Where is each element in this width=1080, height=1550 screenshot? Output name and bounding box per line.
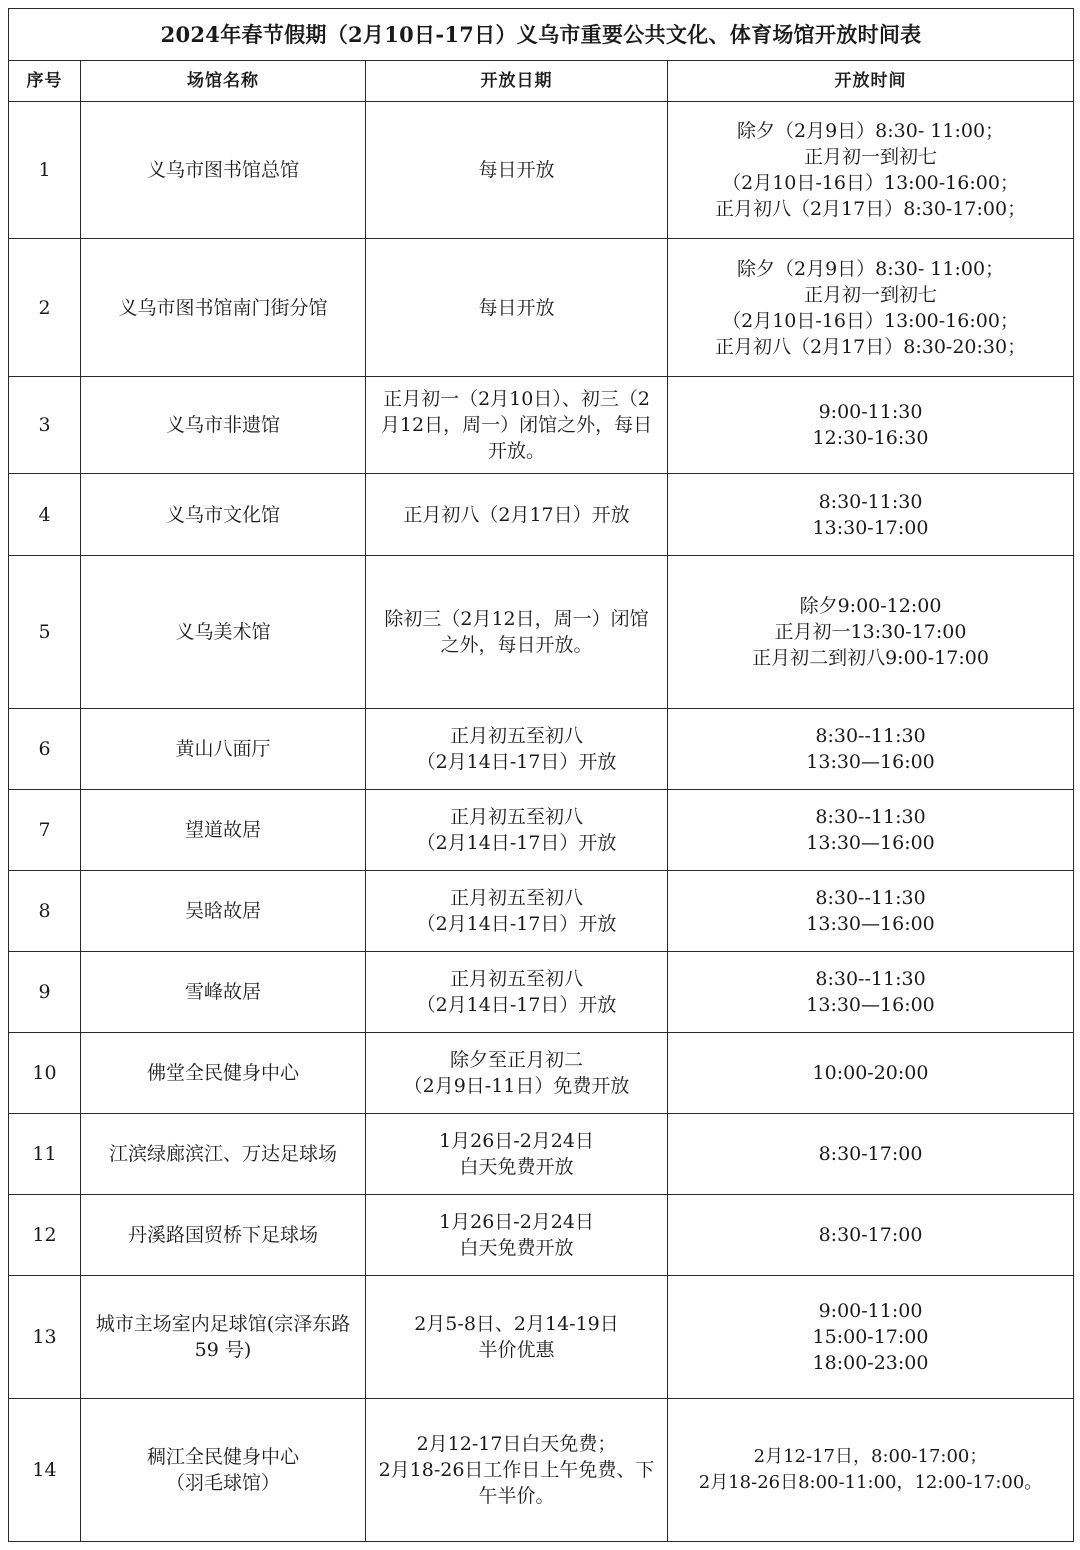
open-date <box>366 1033 668 1114</box>
venue-name <box>81 1399 366 1542</box>
table-row <box>9 1114 1074 1195</box>
open-time-line: 正月初二到初八9:00-17:00 <box>752 647 989 669</box>
venue-name <box>81 952 366 1033</box>
open-time-line: 正月初八（2月17日）8:30-17:00； <box>714 198 1027 220</box>
open-time <box>668 1276 1074 1399</box>
open-date <box>366 1195 668 1276</box>
open-date-line: 每日开放 <box>478 296 555 319</box>
table-row <box>9 709 1074 790</box>
open-date-line: （2月14日-17日）开放 <box>416 751 617 773</box>
open-date-line: 2月5-8日、2月14-19日 <box>414 1313 619 1335</box>
row-number: 2 <box>9 239 81 377</box>
venue-name-line: 59 号) <box>194 1339 252 1361</box>
venue-name-line: 吴晗故居 <box>184 900 261 922</box>
venue-name <box>81 102 366 239</box>
venue-name <box>81 556 366 709</box>
open-date-line: 1月26日-2月24日 <box>439 1130 594 1152</box>
open-date-line: 正月初五至初八 <box>449 887 583 909</box>
table-title: 2024年春节假期（2月10日-17日）义乌市重要公共文化、体育场馆开放时间表 <box>9 9 1074 61</box>
table-row <box>9 556 1074 709</box>
venue-name <box>81 1276 366 1399</box>
open-time-line: 除夕9:00-12:00 <box>799 595 942 617</box>
open-date-line: 每日开放 <box>478 159 555 181</box>
table-row <box>9 1276 1074 1399</box>
open-time-line: 正月初一到初七 <box>804 146 938 168</box>
venue-name-line: （羽毛球馆） <box>165 1472 280 1494</box>
open-time-line: 8:30--11:30 <box>815 806 926 828</box>
open-date-line: （2月14日-17日）开放 <box>416 913 617 935</box>
row-number: 4 <box>9 474 81 556</box>
venue-name-line: 丹溪路国贸桥下足球场 <box>127 1224 318 1246</box>
venue-schedule-table <box>8 8 1074 1542</box>
open-time-line: 13:30—16:00 <box>806 751 935 773</box>
open-date <box>366 709 668 790</box>
venue-name <box>81 871 366 952</box>
open-time-line: 12:30-16:30 <box>812 427 929 449</box>
open-date-line: 除初三（2月12日，周一）闭馆 <box>384 608 649 630</box>
open-time-line: 10:00-20:00 <box>812 1062 929 1084</box>
open-time-line: 8:30--11:30 <box>815 725 926 747</box>
open-time-line: 8:30--11:30 <box>815 887 926 909</box>
row-number: 12 <box>9 1195 81 1276</box>
open-time-line: 正月初一13:30-17:00 <box>774 621 967 643</box>
row-number: 5 <box>9 556 81 709</box>
open-date-line: （2月9日-11日）免费开放 <box>403 1075 630 1097</box>
venue-name-line: 义乌市文化馆 <box>165 503 280 526</box>
open-time <box>668 1033 1074 1114</box>
venue-name-line: 江滨绿廊滨江、万达足球场 <box>108 1143 337 1165</box>
open-time <box>668 556 1074 709</box>
table-body <box>9 102 1074 1542</box>
row-number: 10 <box>9 1033 81 1114</box>
table-row <box>9 377 1074 474</box>
header-open-date: 开放日期 <box>366 61 668 102</box>
venue-name <box>81 790 366 871</box>
venue-name <box>81 239 366 377</box>
header-number: 序号 <box>9 61 81 102</box>
venue-name-line: 望道故居 <box>184 819 261 841</box>
open-time <box>668 377 1074 474</box>
open-date-line: 半价优惠 <box>478 1339 555 1361</box>
open-date-line: 之外，每日开放。 <box>440 634 593 656</box>
venue-name-line: 城市主场室内足球馆(宗泽东路 <box>95 1313 351 1335</box>
table-row <box>9 952 1074 1033</box>
header-open-time: 开放时间 <box>668 61 1074 102</box>
open-date-line: 白天免费开放 <box>459 1237 574 1259</box>
open-date-line: 正月初八（2月17日）开放 <box>403 503 630 526</box>
open-date-line: （2月14日-17日）开放 <box>416 994 617 1016</box>
open-time-line: 2月18-26日8:00-11:00，12:00-17:00。 <box>698 1472 1043 1493</box>
venue-name-line: 义乌市图书馆总馆 <box>146 159 299 181</box>
open-date <box>366 1114 668 1195</box>
open-time <box>668 871 1074 952</box>
open-time-line: 18:00-23:00 <box>812 1352 929 1374</box>
open-time-line: 13:30—16:00 <box>806 832 935 854</box>
table-row <box>9 1033 1074 1114</box>
open-date <box>366 239 668 377</box>
open-date-line: 白天免费开放 <box>459 1156 574 1178</box>
open-date-line: （2月14日-17日）开放 <box>416 832 617 854</box>
title-row <box>9 9 1074 61</box>
header-venue-name: 场馆名称 <box>81 61 366 102</box>
open-date-line: 午半价。 <box>478 1485 555 1507</box>
table-row <box>9 1399 1074 1542</box>
open-date <box>366 556 668 709</box>
open-time-line: （2月10日-16日）13:00-16:00； <box>722 309 1019 332</box>
open-date <box>366 1276 668 1399</box>
open-date <box>366 474 668 556</box>
open-time-line: （2月10日-16日）13:00-16:00； <box>722 172 1019 194</box>
open-date-line: 2月12-17日白天免费； <box>416 1433 617 1455</box>
venue-name-line: 义乌市非遗馆 <box>165 414 280 436</box>
open-time <box>668 790 1074 871</box>
venue-name-line: 佛堂全民健身中心 <box>146 1062 299 1084</box>
open-date-line: 正月初五至初八 <box>449 725 583 747</box>
row-number: 3 <box>9 377 81 474</box>
open-time-line: 正月初一到初七 <box>804 283 938 306</box>
open-time <box>668 952 1074 1033</box>
open-time <box>668 102 1074 239</box>
table-row <box>9 1195 1074 1276</box>
table-row <box>9 871 1074 952</box>
venue-name-line: 雪峰故居 <box>184 981 261 1003</box>
venue-name <box>81 474 366 556</box>
open-time-line: 8:30-11:30 <box>818 490 923 513</box>
open-date-line: 开放。 <box>487 440 545 462</box>
open-time-line: 除夕（2月9日）8:30- 11:00； <box>736 257 1005 280</box>
table-row <box>9 102 1074 239</box>
open-time <box>668 1114 1074 1195</box>
venue-name-line: 义乌美术馆 <box>175 621 271 643</box>
open-time-line: 13:30-17:00 <box>812 516 929 539</box>
venue-name <box>81 1033 366 1114</box>
open-date <box>366 952 668 1033</box>
open-date <box>366 1399 668 1542</box>
open-time-line: 除夕（2月9日）8:30- 11:00； <box>736 120 1005 142</box>
open-time-line: 13:30—16:00 <box>806 994 935 1016</box>
open-time-line: 8:30-17:00 <box>818 1143 923 1165</box>
open-date-line: 月12日，周一）闭馆之外，每日 <box>380 414 653 436</box>
open-date <box>366 871 668 952</box>
open-date-line: 正月初五至初八 <box>449 968 583 990</box>
table-row <box>9 474 1074 556</box>
open-time <box>668 1399 1074 1542</box>
open-time-line: 2月12-17日，8:00-17:00； <box>753 1446 988 1467</box>
open-date-line: 1月26日-2月24日 <box>439 1211 594 1233</box>
row-number: 13 <box>9 1276 81 1399</box>
open-time-line: 9:00-11:30 <box>818 401 923 423</box>
venue-name-line: 义乌市图书馆南门街分馆 <box>118 296 328 319</box>
open-time-line: 8:30--11:30 <box>815 968 926 990</box>
venue-name-line: 稠江全民健身中心 <box>146 1446 299 1468</box>
row-number: 6 <box>9 709 81 790</box>
open-time-line: 13:30—16:00 <box>806 913 935 935</box>
open-time <box>668 709 1074 790</box>
open-date-line: 2月18-26日工作日上午免费、下 <box>378 1459 655 1481</box>
row-number: 1 <box>9 102 81 239</box>
open-date-line: 正月初五至初八 <box>449 806 583 828</box>
row-number: 14 <box>9 1399 81 1542</box>
open-date <box>366 102 668 239</box>
open-time-line: 9:00-11:00 <box>818 1300 923 1322</box>
venue-name <box>81 377 366 474</box>
open-time <box>668 239 1074 377</box>
table-row <box>9 239 1074 377</box>
venue-name <box>81 1114 366 1195</box>
row-number: 8 <box>9 871 81 952</box>
venue-name-line: 黄山八面厅 <box>175 738 271 760</box>
open-time <box>668 474 1074 556</box>
row-number: 9 <box>9 952 81 1033</box>
open-time-line: 8:30-17:00 <box>818 1224 923 1246</box>
open-date <box>366 790 668 871</box>
venue-name <box>81 1195 366 1276</box>
table-row <box>9 790 1074 871</box>
open-date-line: 除夕至正月初二 <box>449 1049 583 1071</box>
header-row <box>9 61 1074 102</box>
row-number: 7 <box>9 790 81 871</box>
open-date <box>366 377 668 474</box>
row-number: 11 <box>9 1114 81 1195</box>
open-time <box>668 1195 1074 1276</box>
open-date-line: 正月初一（2月10日）、初三（2 <box>383 388 650 410</box>
venue-name <box>81 709 366 790</box>
open-time-line: 正月初八（2月17日）8:30-20:30； <box>714 335 1027 358</box>
open-time-line: 15:00-17:00 <box>812 1326 929 1348</box>
